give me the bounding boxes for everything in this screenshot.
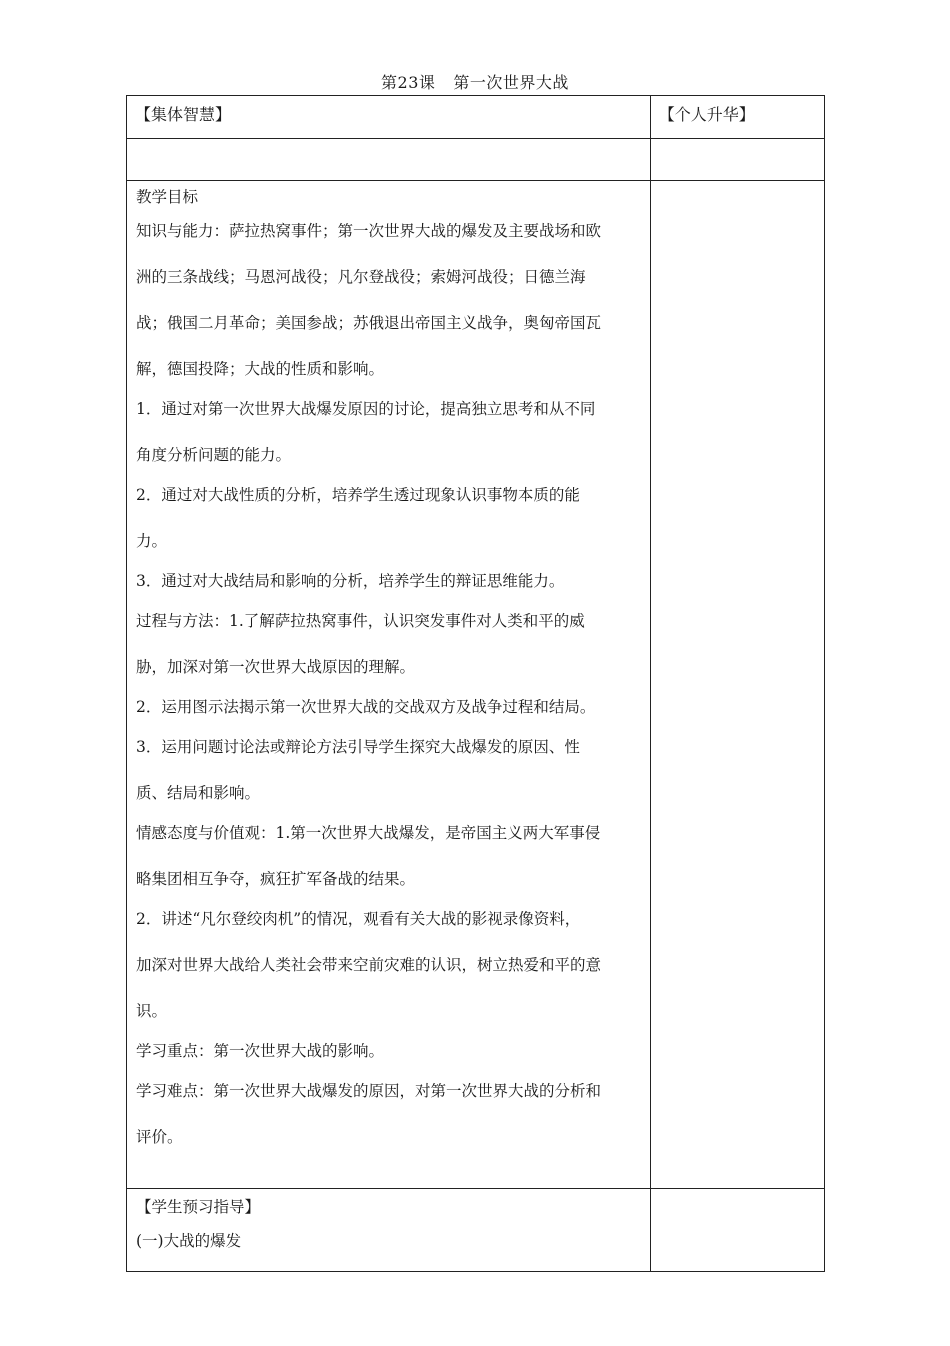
blank-right-cell (650, 139, 824, 181)
guide-content (127, 1189, 650, 1253)
objectives-right-cell (650, 181, 824, 1189)
text-line: 1．通过对第一次世界大战爆发原因的讨论，提高独立思考和从不同 (136, 400, 596, 418)
blank-left-cell (127, 139, 651, 181)
text-line: 评价。 (136, 1128, 183, 1146)
text-line: 角度分析问题的能力。 (136, 446, 292, 464)
text-line: 力。 (136, 532, 168, 550)
text-line: 学习重点：第一次世界大战的影响。 (136, 1042, 385, 1060)
objectives-content (127, 181, 650, 1149)
text-line: 情感态度与价值观：1.第一次世界大战爆发，是帝国主义两大军事侵 (136, 824, 601, 842)
objectives-cell (127, 181, 651, 1189)
lesson-topic: 第一次世界大战 (453, 73, 569, 92)
left-header: 【集体智慧】 (135, 105, 232, 124)
guide-right-cell (650, 1189, 824, 1272)
right-header: 【个人升华】 (658, 105, 755, 124)
text-line: 加深对世界大战给人类社会带来空前灾难的认识，树立热爱和平的意 (136, 956, 602, 974)
guide-heading: 【学生预习指导】 (136, 1198, 261, 1216)
text-line: 3．运用问题讨论法或辩论方法引导学生探究大战爆发的原因、性 (136, 738, 580, 756)
lesson-plan-table (126, 95, 825, 1272)
objectives-heading: 教学目标 (136, 188, 199, 206)
text-line: 战；俄国二月革命；美国参战；苏俄退出帝国主义战争，奥匈帝国瓦 (136, 314, 602, 332)
text-line: 洲的三条战线；马恩河战役；凡尔登战役；索姆河战役；日德兰海 (136, 268, 586, 286)
left-header-cell (127, 96, 651, 139)
document-title (0, 70, 950, 93)
text-line: 过程与方法：1.了解萨拉热窝事件，认识突发事件对人类和平的威 (136, 612, 585, 630)
right-header-cell (650, 96, 824, 139)
lesson-number: 第23课 (381, 73, 436, 92)
text-line: 略集团相互争夺，疯狂扩军备战的结果。 (136, 870, 416, 888)
text-line: 识。 (136, 1002, 168, 1020)
text-line: 2．运用图示法揭示第一次世界大战的交战双方及战争过程和结局。 (136, 698, 596, 716)
text-line: 学习难点：第一次世界大战爆发的原因，对第一次世界大战的分析和 (136, 1082, 602, 1100)
text-line: 3．通过对大战结局和影响的分析，培养学生的辩证思维能力。 (136, 572, 565, 590)
text-line: 知识与能力：萨拉热窝事件；第一次世界大战的爆发及主要战场和欧 (136, 222, 602, 240)
guide-item: (一)大战的爆发 (136, 1232, 242, 1250)
text-line: 解，德国投降；大战的性质和影响。 (136, 360, 385, 378)
text-line: 质、结局和影响。 (136, 784, 261, 802)
text-line: 2．讲述“凡尔登绞肉机”的情况，观看有关大战的影视录像资料， (136, 910, 581, 928)
guide-cell (127, 1189, 651, 1272)
text-line: 2．通过对大战性质的分析，培养学生透过现象认识事物本质的能 (136, 486, 580, 504)
text-line: 胁，加深对第一次世界大战原因的理解。 (136, 658, 416, 676)
